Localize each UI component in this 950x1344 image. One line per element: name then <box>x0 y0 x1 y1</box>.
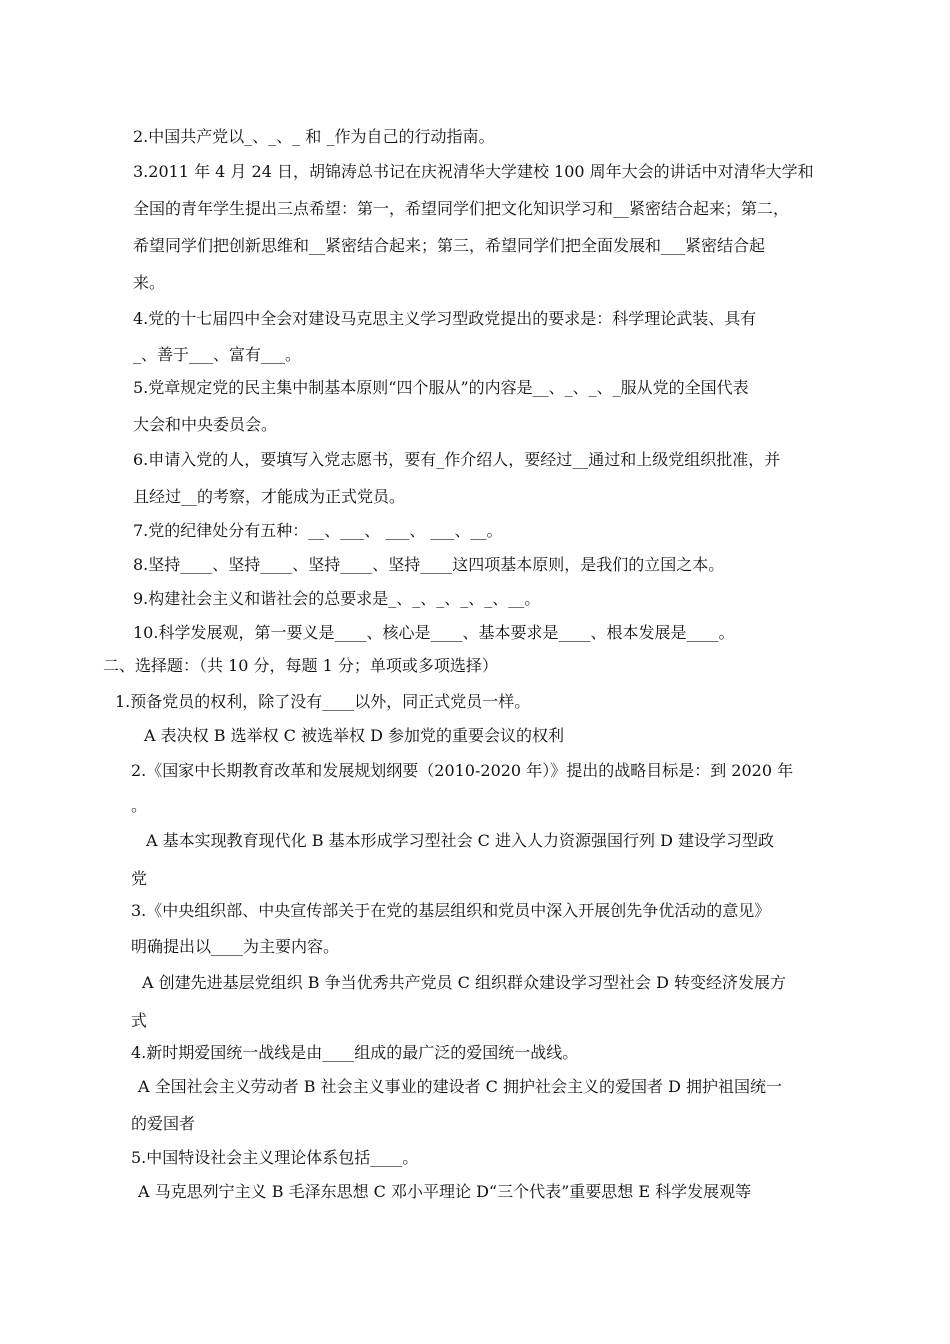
c3-question-1: 3.《中央组织部、中央宣传部关于在党的基层组织和党员中深入开展创先争优活动的意见》 <box>131 901 771 920</box>
c4-options-1: A 全国社会主义劳动者 B 社会主义事业的建设者 C 拥护社会主义的爱国者 D 拥护祖国统一 <box>138 1077 782 1096</box>
section-title: 二、选择题：（共 10 分，每题 1 分；单项或多项选择） <box>103 656 498 675</box>
c2-question-2: 。 <box>131 796 148 815</box>
q3-line-4: 来。 <box>133 273 166 292</box>
c2-options-2: 党 <box>131 869 148 888</box>
q5-line-1: 5.党章规定党的民主集中制基本原则“四个服从”的内容是__、_、_、_服从党的全国代表 <box>133 378 749 397</box>
q3-line-3: 希望同学们把创新思维和__紧密结合起来；第三，希望同学们把全面发展和___紧密结合起 <box>133 236 766 255</box>
c1-question: 1.预备党员的权利，除了没有____以外，同正式党员一样。 <box>115 692 531 711</box>
q9-line: 9.构建社会主义和谐社会的总要求是_、_、_、_、_、__。 <box>133 589 541 608</box>
q3-line-1: 3.2011 年 4 月 24 日，胡锦涛总书记在庆祝清华大学建校 100 周年大会的讲话中对清华大学和 <box>133 162 814 181</box>
c4-question: 4.新时期爱国统一战线是由____组成的最广泛的爱国统一战线。 <box>131 1043 579 1062</box>
q3-line-2: 全国的青年学生提出三点希望：第一，希望同学们把文化知识学习和__紧密结合起来；第二， <box>133 199 790 218</box>
q8-line: 8.坚持____、坚持____、坚持____、坚持____这四项基本原则，是我们的立国之本。 <box>133 555 725 574</box>
q7-line: 7.党的纪律处分有五种：__、___、 ___、 ___、__。 <box>133 521 503 540</box>
c1-options: A 表决权 B 选举权 C 被选举权 D 参加党的重要会议的权利 <box>144 726 564 745</box>
c5-options: A 马克思列宁主义 B 毛泽东思想 C 邓小平理论 D“三个代表”重要思想 E 科学发展观等 <box>138 1182 752 1201</box>
q5-line-2: 大会和中央委员会。 <box>133 415 278 434</box>
c5-question: 5.中国特设社会主义理论体系包括____。 <box>131 1148 419 1167</box>
c3-options-1: A 创建先进基层党组织 B 争当优秀共产党员 C 组织群众建设学习型社会 D 转变经济发展方 <box>142 973 786 992</box>
c2-question-1: 2.《国家中长期教育改革和发展规划纲要（2010-2020 年）》提出的战略目标是：到 2020 年 <box>131 761 794 780</box>
c2-options-1: A 基本实现教育现代化 B 基本形成学习型社会 C 进入人力资源强国行列 D 建设学习型政 <box>146 831 774 850</box>
q2-line: 2.中国共产党以_、_、_ 和 _作为自己的行动指南。 <box>133 127 495 146</box>
c4-options-2: 的爱国者 <box>131 1114 196 1133</box>
c3-question-2: 明确提出以____为主要内容。 <box>131 937 340 956</box>
q6-line-1: 6.申请入党的人，要填写入党志愿书，要有_作介绍人，要经过__通过和上级党组织批准，并 <box>133 450 781 469</box>
q10-line: 10.科学发展观，第一要义是____、核心是____、基本要求是____、根本发展是____。 <box>133 623 735 642</box>
q4-line-2: _、善于___、富有___。 <box>133 345 302 364</box>
q6-line-2: 且经过__的考察，才能成为正式党员。 <box>133 487 406 506</box>
q4-line-1: 4.党的十七届四中全会对建设马克思主义学习型政党提出的要求是：科学理论武装、具有 <box>133 309 757 328</box>
c3-options-2: 式 <box>131 1011 148 1030</box>
